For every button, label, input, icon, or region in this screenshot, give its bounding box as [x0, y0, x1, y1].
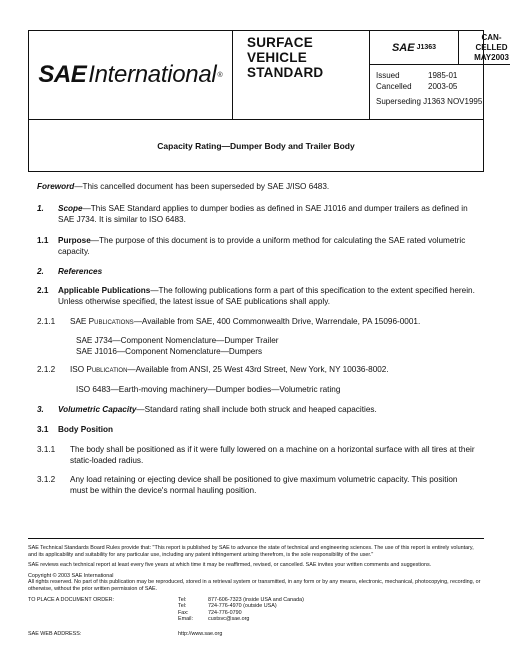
- section-3-1-1: [37, 445, 477, 466]
- document-type-title: [232, 31, 369, 119]
- reference-j1016: SAE J1016—Component Nomenclature—Dumpers: [76, 346, 263, 356]
- issued-value: 1985-01: [428, 71, 458, 80]
- tel-label: Tel:: [178, 596, 187, 603]
- sae-publications-text: —Available from SAE, 400 Commonwealth Drive, Warrendale, PA 15096-0001.: [133, 317, 421, 326]
- scope-label: Scope: [58, 204, 83, 213]
- iso-publication-label: ISO Publication: [70, 365, 128, 374]
- scope-text: —This SAE Standard applies to dumper bodies as defined in SAE J1016 and dumper trailers as defined in SAE J734. It is similar to ISO 6483.: [58, 204, 468, 224]
- footer-rights: All rights reserved. No part of this publication may be reproduced, stored in a retrieval system or transmitted, in any form or by any means, electronic, mechanical, photocopying, recording, or otherwise, without the prior written permission of SAE.: [28, 579, 481, 592]
- applicable-publications-label: Applicable Publications: [58, 286, 151, 295]
- document-title-box: [28, 120, 484, 172]
- email-value: custsvc@sae.org: [208, 616, 250, 623]
- web-address-label: SAE WEB ADDRESS:: [28, 630, 82, 637]
- email-label: Email:: [178, 616, 193, 623]
- tel2-label: Tel:: [178, 603, 187, 610]
- section-1-number: 1.: [37, 204, 44, 213]
- section-2-1-1-sae-publications: [37, 317, 477, 328]
- reference-j734: SAE J734—Component Nomenclature—Dumper Trailer: [76, 336, 279, 345]
- cancelled-label: Cancelled: [376, 81, 412, 91]
- section-3-1-number: 3.1: [37, 425, 49, 434]
- section-3-volumetric-capacity: [37, 405, 477, 416]
- foreword-label: Foreword: [37, 182, 75, 191]
- section-3-1-2: [37, 475, 477, 496]
- foreword-paragraph: [37, 182, 477, 193]
- foreword-text: —This cancelled document has been superseded by SAE J/ISO 6483.: [74, 182, 330, 191]
- status-line-2: CELLED: [475, 43, 508, 52]
- title-line-3: STANDARD: [247, 65, 324, 80]
- section-2-number: 2.: [37, 267, 44, 276]
- section-3-number: 3.: [37, 405, 44, 414]
- document-number: [370, 31, 458, 65]
- purpose-text: —The purpose of this document is to provide a uniform method for calculating the SAE rated volumetric capacity.: [58, 236, 466, 256]
- section-2-1-2-iso-publication: [37, 365, 477, 376]
- cancelled-value: 2003-05: [428, 81, 458, 91]
- section-3-1-2-number: 3.1.2: [37, 475, 56, 484]
- document-header: [28, 30, 509, 120]
- section-3-1-1-number: 3.1.1: [37, 445, 56, 454]
- applicable-publications-text: —The following publications form a part of this specification to the extent specified herein. Unless otherwise specified, the latest issue of SAE publications shall apply.: [58, 286, 475, 306]
- contact-values: [208, 597, 304, 623]
- web-address-value: http://www.sae.org: [178, 630, 223, 637]
- document-info-panel: [369, 31, 509, 119]
- sae-international-logo: [29, 31, 232, 119]
- section-1-1-number: 1.1: [37, 236, 49, 245]
- section-2-1-number: 2.1: [37, 286, 49, 295]
- tel-value: 877-606-7323 (inside USA and Canada): [208, 596, 304, 603]
- doc-number-value: J1363: [416, 44, 437, 51]
- document-dates: [376, 71, 457, 92]
- fax-label: Fax:: [178, 609, 189, 616]
- section-2-1-2-number: 2.1.2: [37, 365, 56, 374]
- logo-international-text: International: [88, 61, 217, 88]
- volumetric-capacity-text: —Standard rating shall include both struck and heaped capacities.: [136, 405, 377, 414]
- iso-publication-text: —Available from ANSI, 25 West 43rd Street, New York, NY 10036-8002.: [127, 365, 389, 374]
- footer-contact: [28, 597, 484, 641]
- reference-iso-6483: ISO 6483—Earth-moving machinery—Dumper bodies—Volumetric rating: [76, 385, 341, 394]
- fax-value: 724-776-0790: [208, 609, 242, 616]
- title-line-2: VEHICLE: [247, 50, 307, 65]
- status-line-1: CAN-: [481, 33, 502, 42]
- title-line-1: SURFACE: [247, 35, 313, 50]
- status-line-3: MAY2003: [474, 53, 509, 62]
- tel2-value: 724-776-4970 (outside USA): [208, 603, 277, 610]
- footer-rules: SAE Technical Standards Board Rules provide that: "This report is published by SAE to advance the state of technical and engineering sciences. The use of this report is entirely voluntary, and its applicability and suitability for any particular use, including any patent infringement arising therefrom, is the sole responsibility of the user.": [28, 545, 474, 558]
- contact-labels: [178, 597, 193, 623]
- iso-reference-list: [37, 385, 477, 396]
- body-position-label: Body Position: [58, 425, 114, 434]
- footer-copyright: Copyright © 2003 SAE International: [28, 572, 114, 579]
- document-title: Capacity Rating—Dumper Body and Trailer Body: [157, 140, 355, 151]
- superseding-note: Superseding J1363 NOV1995: [376, 97, 483, 106]
- cancelled-status-badge: [458, 31, 510, 65]
- section-2-references: [37, 267, 477, 278]
- document-footer: [28, 538, 484, 641]
- sae-publications-label: SAE Publications: [70, 317, 134, 326]
- section-1-1-purpose: [37, 236, 477, 257]
- section-1-scope: [37, 204, 477, 225]
- volumetric-capacity-label: Volumetric Capacity: [58, 405, 137, 414]
- issued-label: Issued: [376, 71, 400, 80]
- section-3-1-body-position: [37, 425, 477, 436]
- doc-number-prefix: SAE: [391, 41, 415, 54]
- logo-trademark: ®: [217, 71, 223, 79]
- section-3-1-2-text: Any load retaining or ejecting device shall be positioned to give maximum volumetric capacity. This position must be within the device's normal hauling position.: [70, 475, 458, 495]
- section-3-1-1-text: The body shall be positioned as if it were fully lowered on a machine on a horizontal surface with all tires at their static-loaded radius.: [70, 445, 475, 465]
- section-2-1-applicable-publications: [37, 286, 477, 307]
- references-label: References: [58, 267, 103, 276]
- sae-reference-list: [37, 336, 477, 357]
- order-label: TO PLACE A DOCUMENT ORDER:: [28, 596, 115, 603]
- logo-sae-text: SAE: [38, 61, 87, 88]
- section-2-1-1-number: 2.1.1: [37, 317, 56, 326]
- purpose-label: Purpose: [58, 236, 91, 245]
- footer-review: SAE reviews each technical report at least every five years at which time it may be reaffirmed, revised, or cancelled. SAE invites your written comments and suggestions.: [28, 562, 432, 569]
